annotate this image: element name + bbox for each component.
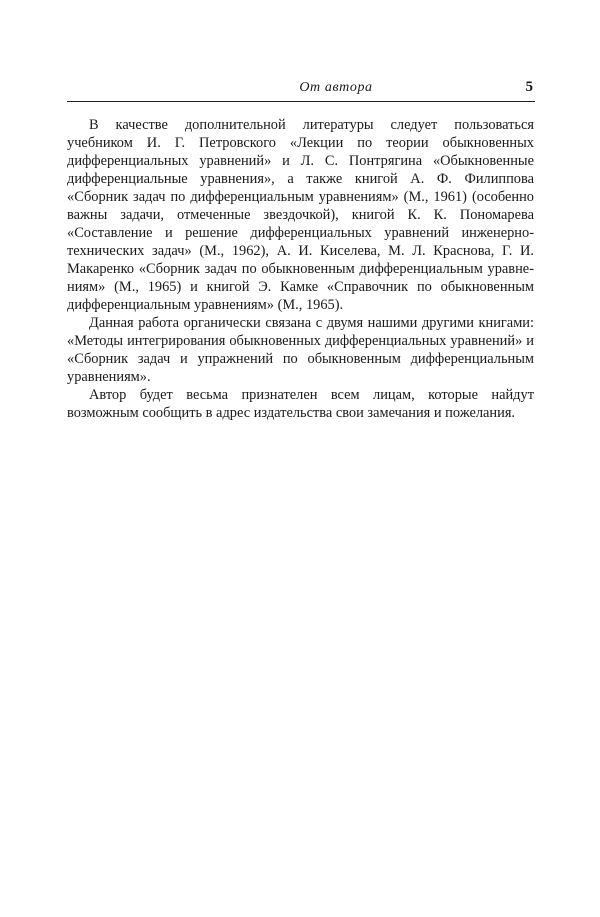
page-number: 5	[525, 79, 533, 95]
header-rule	[67, 101, 535, 102]
paragraph-references: В качестве дополнительной литературы следует пользоваться учебником И. Г. Петровского «Лекции по теории обыкновенных дифференциальных уравнений» и Л. С. Понтрягина «Обыкновенные дифференциальные уравнения», а также книгой А. Ф. Филиппова «Сборник задач по дифференциальным уравнениям» (М., 1961) (особенно важны задачи, отмеченные звездочкой), книгой К. К. Пономарева «Составление и решение дифференциальных уравнений инженерно-технических задач» (М., 1962), А. И. Киселева, М. Л. Краснова, Г. И. Макаренко «Сборник задач по обыкновенным дифференциальным уравнениям» (М., 1965) и книгой Э. Камке «Справочник по обыкновенным дифференциальным уравнениям» (М., 1965).	[67, 117, 534, 313]
paragraph-related-books: Данная работа органически связана с двумя нашими другими книгами: «Методы интегрирования обыкновенных дифференциальных уравнений» и «Сборник задач и упражнений по обыкновенным дифференциальным уравнениям».	[67, 315, 534, 385]
running-head	[67, 78, 535, 100]
running-title: От автора	[299, 80, 373, 95]
paragraph-acknowledgement: Автор будет весьма признателен всем лицам, которые найдут возможным сообщить в адрес издательства свои замечания и пожелания.	[67, 387, 534, 421]
body-text	[67, 116, 534, 422]
